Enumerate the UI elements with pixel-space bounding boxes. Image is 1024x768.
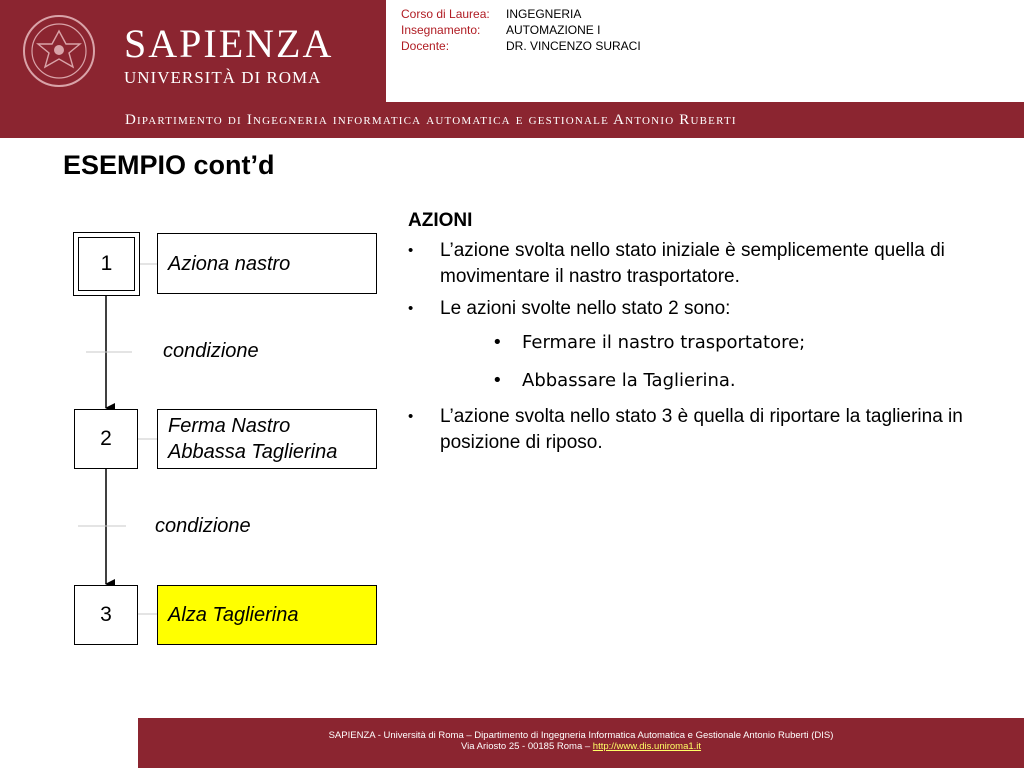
- sub-bullet-item: [492, 366, 968, 396]
- condition-label-1: condizione: [163, 340, 259, 362]
- course-row: [401, 38, 641, 54]
- sapienza-seal-icon: [22, 14, 96, 88]
- bullet-text: L’azione svolta nello stato iniziale è semplicemente quella di movimentare il nastro trasportatore.: [440, 240, 945, 287]
- university-logo-block: [0, 0, 386, 102]
- course-value: AUTOMAZIONE I: [506, 23, 601, 37]
- brand-subtitle: UNIVERSITÀ DI ROMA: [124, 68, 322, 87]
- sub-bullet-item: [492, 328, 968, 358]
- footer-line-2: [138, 741, 1024, 752]
- course-value: DR. VINCENZO SURACI: [506, 39, 641, 53]
- bullet-icon: •: [408, 242, 414, 259]
- course-key: Docente:: [401, 39, 450, 53]
- step-label: 3: [100, 603, 112, 626]
- action-box-1: [157, 233, 377, 294]
- course-row: [401, 22, 641, 38]
- action-line: Abbassa Taglierina: [168, 441, 338, 463]
- action-box-3: [157, 585, 377, 645]
- actions-heading: AZIONI: [408, 210, 473, 231]
- footer-line-1: SAPIENZA - Università di Roma – Dipartimento di Ingegneria Informatica Automatica e Gestionale Antonio Ruberti (DIS): [328, 730, 834, 741]
- footer-notch: [0, 718, 138, 736]
- action-line: Aziona nastro: [168, 252, 291, 275]
- course-row: [401, 6, 641, 22]
- bullet-icon: •: [408, 408, 414, 425]
- footer-address: Via Ariosto 25 - 00185 Roma –: [460, 741, 593, 752]
- bullet-icon: •: [492, 332, 503, 353]
- bullet-item: [408, 238, 968, 290]
- actions-text: [408, 208, 968, 462]
- bullet-text: Le azioni svolte nello stato 2 sono:: [440, 298, 731, 319]
- department-name: Dipartimento di Ingegneria informatica automatica e gestionale Antonio Ruberti: [125, 112, 737, 128]
- course-value: INGEGNERIA: [506, 7, 582, 21]
- bullet-text: L’azione svolta nello stato 3 è quella di riportare la taglierina in posizione di riposo.: [440, 406, 963, 453]
- brand-name: SAPIENZA: [124, 21, 334, 66]
- step-label: 2: [100, 427, 112, 450]
- bullet-item: [408, 296, 968, 322]
- footer-website-link[interactable]: http://www.dis.uniroma1.it: [592, 741, 702, 752]
- course-key: Corso di Laurea:: [401, 7, 490, 21]
- step-1-initial: [73, 232, 140, 296]
- action-line: Alza Taglierina: [168, 604, 299, 626]
- action-line: Ferma Nastro: [168, 415, 291, 437]
- bullet-item: [408, 404, 968, 456]
- course-info: [401, 6, 641, 54]
- sub-bullet-text: Abbassare la Taglierina.: [522, 370, 736, 391]
- condition-label-2: condizione: [155, 515, 251, 537]
- course-key: Insegnamento:: [401, 23, 481, 37]
- slide-title: ESEMPIO cont’d: [63, 150, 275, 180]
- bullet-icon: •: [408, 300, 414, 317]
- bullet-icon: •: [492, 370, 503, 391]
- action-box-2: [157, 409, 377, 469]
- step-3: [74, 585, 138, 645]
- sub-bullet-text: Fermare il nastro trasportatore;: [522, 332, 806, 353]
- footer: [138, 718, 1024, 768]
- step-label: 1: [100, 252, 113, 275]
- step-2: [74, 409, 138, 469]
- brand: [124, 21, 334, 88]
